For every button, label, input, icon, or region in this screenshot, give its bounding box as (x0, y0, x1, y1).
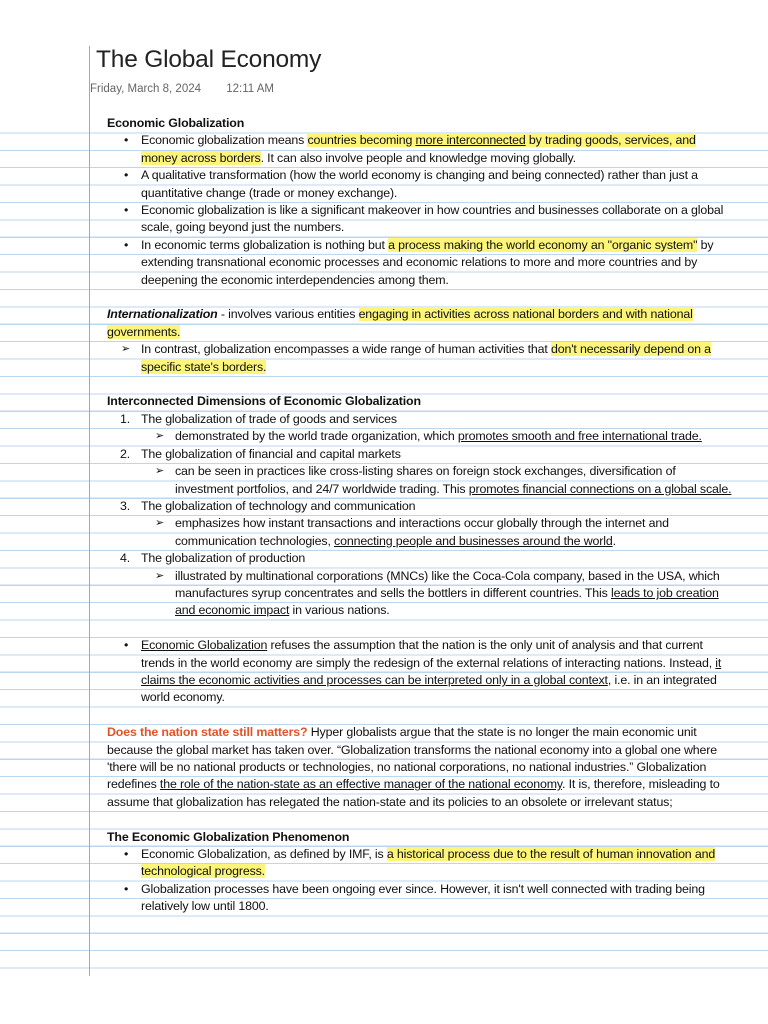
bullet-list (107, 637, 733, 707)
list-item: • Economic globalization means countries becoming more interconnected by trading goods, services, and money across borders. It can also involve people and knowledge moving globally. (141, 132, 733, 167)
margin-line (89, 46, 90, 976)
list-item: ➢ demonstrated by the world trade organization, which promotes smooth and free international trade. (175, 428, 733, 445)
section-heading: Interconnected Dimensions of Economic Globalization (107, 394, 421, 409)
page-time: 12:11 AM (226, 83, 274, 95)
bullet-list (107, 132, 733, 289)
list-item: ➢ can be seen in practices like cross-listing shares on foreign stock exchanges, diversification of investment portfolios, and 24/7 worldwide trading. This promotes financial connections on a global scale. (175, 463, 733, 498)
list-item: 4. The globalization of production ➢ illustrated by multinational corporations (MNCs) like the Coca-Cola company, based in the USA, which manufactures syrup concentrates and sells the bottlers in different countries. This leads to job creation and economic impact in various nations. (141, 550, 733, 620)
footer-area (0, 982, 768, 1024)
bullet-list (107, 846, 733, 916)
list-item: 2. The globalization of financial and capital markets ➢ can be seen in practices like cross-listing shares on foreign stock exchanges, diversification of investment portfolios, and 24/7 worldwide trading. This promotes financial connections on a global scale. (141, 446, 733, 498)
arrow-list (141, 428, 733, 445)
list-item: 1. The globalization of trade of goods and services ➢ demonstrated by the world trade organization, which promotes smooth and free international trade. (141, 411, 733, 446)
paragraph: Does the nation state still matters? Hyper globalists argue that the state is no longer the main economic unit because the global market has taken over. “Globalization transforms the national economy into a global one where 'there will be no national products or technologies, no national corporations, no national industries.” Globalization redefines the role of the nation-state as an effective manager of the national economy. It is, therefore, misleading to assume that globalization has relegated the nation-state and its policies to an obsolete or irrelevant status; (107, 725, 720, 809)
section-heading: Economic Globalization (107, 116, 245, 130)
arrow-list (141, 568, 733, 620)
page-title[interactable]: The Global Economy (96, 46, 322, 73)
section-heading: The Economic Globalization Phenomenon (107, 829, 350, 844)
list-item: • Economic globalization is like a significant makeover in how countries and businesses collaborate on a global scale, going beyond just the numbers. (141, 202, 733, 237)
numbered-list (107, 411, 733, 620)
note-body[interactable] (107, 115, 733, 916)
list-item: ➢ illustrated by multinational corporations (MNCs) like the Coca-Cola company, based in the USA, which manufactures syrup concentrates and sells the bottlers in different countries. This leads to job creation and economic impact in various nations. (175, 568, 733, 620)
list-item: ➢ In contrast, globalization encompasses a wide range of human activities that don't necessarily depend on a specific state's borders. (141, 341, 733, 376)
arrow-list (107, 341, 733, 376)
question-heading: Does the nation state still matters? (107, 725, 308, 740)
paragraph: Internationalization - involves various entities engaging in activities across national borders and with national governments. (107, 307, 693, 339)
list-item: • A qualitative transformation (how the world economy is changing and being connected) rather than just a quantitative change (trade or money exchange). (141, 167, 733, 202)
list-item: • Economic Globalization, as defined by IMF, is a historical process due to the result of human innovation and technological progress. (141, 846, 733, 881)
arrow-list (141, 463, 733, 498)
page-meta (90, 83, 296, 95)
list-item: • In economic terms globalization is nothing but a process making the world economy an "organic system" by extending transnational economic processes and economic relations to more and more countries and by deepening the economic interdependencies among them. (141, 237, 733, 289)
list-item: ➢ emphasizes how instant transactions and interactions occur globally through the internet and communication technologies, connecting people and businesses around the world. (175, 515, 733, 550)
list-item: 3. The globalization of technology and communication ➢ emphasizes how instant transactions and interactions occur globally through the internet and communication technologies, connecting people and businesses around the world. (141, 498, 733, 550)
list-item: • Economic Globalization refuses the assumption that the nation is the only unit of analysis and that current trends in the world economy are simply the redesign of the external relations of interacting nations. Instead, it claims the economic activities and processes can be interpreted only in a global context, i.e. in an integrated world economy. (141, 637, 733, 707)
page-date: Friday, March 8, 2024 (90, 83, 202, 95)
arrow-list (141, 515, 733, 550)
term: Internationalization (107, 307, 218, 322)
list-item: • Globalization processes have been ongoing ever since. However, it isn't well connected with trading being relatively low until 1800. (141, 881, 733, 916)
